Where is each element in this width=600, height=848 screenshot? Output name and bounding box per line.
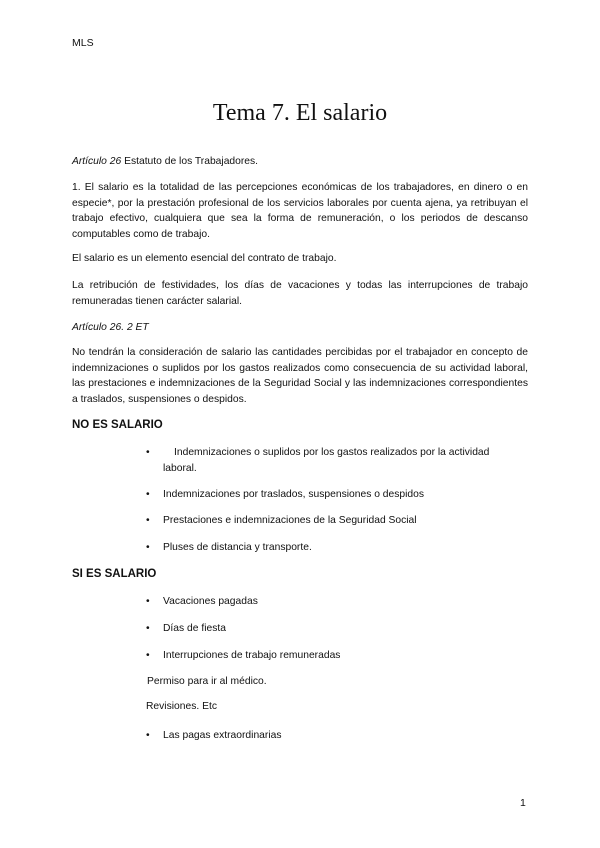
list-item-text: Indemnizaciones por traslados, suspensiones o despidos [163, 489, 425, 500]
bullet-icon: • [146, 447, 150, 458]
list-item-text: Pluses de distancia y transporte. [163, 542, 312, 553]
text-revisiones: Revisiones. Etc [146, 701, 217, 712]
bullet-icon: • [146, 515, 150, 526]
text-permiso-medico: Permiso para ir al médico. [147, 676, 267, 687]
heading-no-salario: NO ES SALARIO [72, 419, 163, 431]
article-26-source: Estatuto de los Trabajadores. [121, 156, 259, 167]
paragraph-essential-element: El salario es un elemento esencial del contrato de trabajo. [72, 253, 337, 264]
bullet-icon: • [146, 730, 150, 741]
bullet-icon: • [146, 489, 150, 500]
list-item [146, 513, 528, 529]
list-item-text: Vacaciones pagadas [163, 596, 258, 607]
list-item [146, 648, 528, 664]
page-title: Tema 7. El salario [212, 100, 388, 127]
list-item-text: Días de fiesta [163, 623, 226, 634]
paragraph-festivities: La retribución de festividades, los días de vacaciones y todas las interrupciones de trabajo remuneradas tienen carácter salarial. [72, 280, 528, 307]
page-number: 1 [520, 797, 526, 809]
bullet-icon: • [146, 650, 150, 661]
list-item [146, 487, 528, 503]
list-item [146, 728, 528, 744]
list-item-text: Indemnizaciones o suplidos por los gastos realizados por la actividad [174, 447, 490, 458]
paragraph-salary-definition: 1. El salario es la totalidad de las percepciones económicas de los trabajadores, en dinero o en especie*, por la prestación profesional de los servicios laborales por cuenta ajena, ya retribuyan el trabajo efectivo, cualquiera que sea la forma de remuneración, o los periodos de descanso computables como de trabajo. [72, 182, 528, 240]
bullet-icon: • [146, 623, 150, 634]
page-header: MLS [72, 37, 94, 49]
list-item [146, 445, 528, 476]
list-item-text: laboral. [163, 462, 197, 474]
bullet-icon: • [146, 542, 150, 553]
article-26-reference [72, 154, 528, 170]
list-item [146, 621, 528, 637]
heading-si-salario: SI ES SALARIO [72, 568, 157, 580]
list-item-text: Interrupciones de trabajo remuneradas [163, 650, 341, 661]
paragraph-not-salary: No tendrán la consideración de salario las cantidades percibidas por el trabajador en concepto de indemnizaciones o suplidos por los gastos realizados como consecuencia de su actividad laboral, las prestaciones e indemnizaciones de la Seguridad Social y las indemnizaciones correspondientes a traslados, suspensiones o despidos. [72, 347, 528, 405]
bullet-icon: • [146, 596, 150, 607]
list-item [146, 594, 528, 610]
list-item-text: Prestaciones e indemnizaciones de la Seguridad Social [163, 515, 417, 526]
list-item [146, 540, 528, 556]
article-26-2-label: Artículo 26. 2 ET [72, 322, 149, 333]
article-26-label: Artículo 26 [72, 156, 122, 167]
list-item-text: Las pagas extraordinarias [163, 730, 282, 741]
